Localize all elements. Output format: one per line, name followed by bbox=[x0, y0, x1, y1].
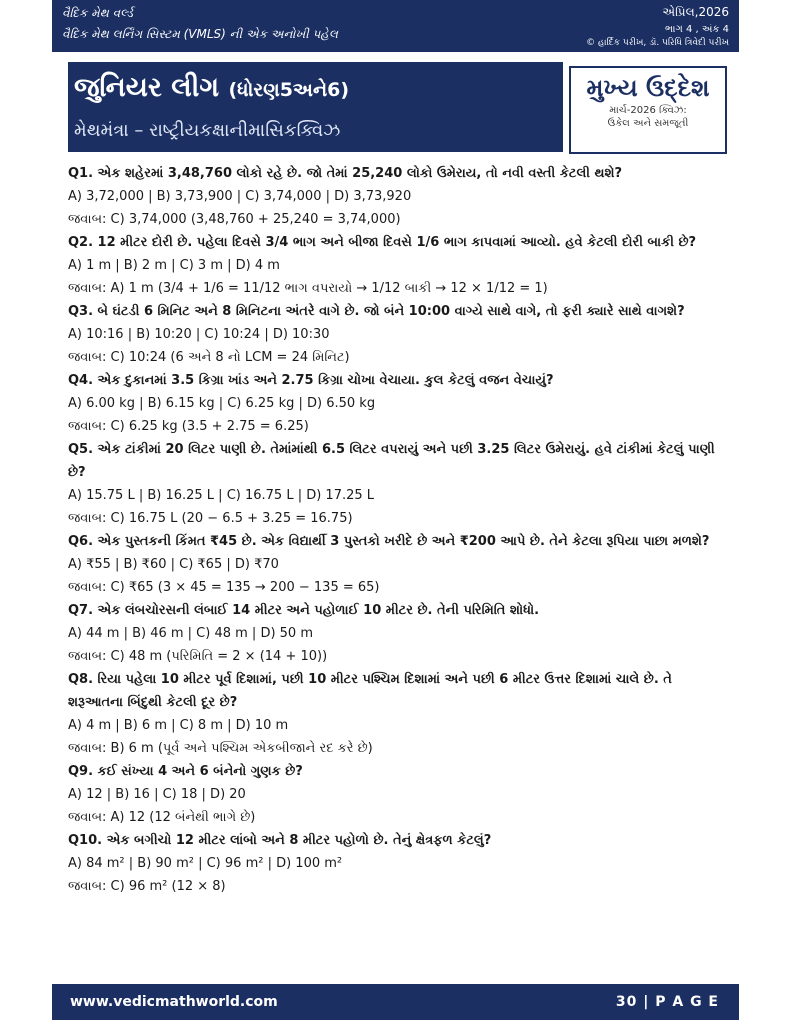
section-subtitle: મેથમંત્રા – રાષ્ટ્રીયકક્ષાનીમાસિકક્વિઝ bbox=[74, 120, 341, 141]
question-block bbox=[68, 530, 728, 599]
question-answer: જવાબ: B) 6 m (પૂર્વ અને પશ્ચિમ એકબીજાને રદ કરે છે) bbox=[68, 741, 373, 756]
objective-line2: ઉકેલ અને સમજૂતી bbox=[607, 118, 689, 129]
question-answer: જવાબ: C) 48 m (પરિમિતિ = 2 × (14 + 10)) bbox=[68, 649, 328, 664]
brand-tagline: વૈદિક મેથ લર્નિંગ સિસ્ટમ (VMLS) ની એક અનોખી પહેલ bbox=[62, 27, 338, 41]
question-block bbox=[68, 599, 728, 668]
question-text: Q9. કઈ સંખ્યા 4 અને 6 બંનેનો ગુણક છે? bbox=[68, 764, 303, 779]
question-text: Q4. એક દુકાનમાં 3.5 કિગ્રા ખાંડ અને 2.75 કિગ્રા ચોખા વેચાયા. કુલ કેટલું વજન વેચાયું? bbox=[68, 373, 554, 388]
section-title-main: જુનિયર લીગ bbox=[74, 72, 220, 103]
objective-line1: માર્ચ-2026 ક્વિઝ: bbox=[609, 105, 687, 116]
question-options: A) 15.75 L | B) 16.25 L | C) 16.75 L | D) 17.25 L bbox=[68, 488, 375, 503]
section-banner bbox=[68, 62, 563, 152]
question-block bbox=[68, 829, 728, 898]
question-text: Q10. એક બગીચો 12 મીટર લાંબો અને 8 મીટર પહોળો છે. તેનું ક્ષેત્રફળ કેટલું? bbox=[68, 833, 492, 848]
question-options: A) 12 | B) 16 | C) 18 | D) 20 bbox=[68, 787, 246, 802]
question-text: Q6. એક પુસ્તકની કિંમત ₹45 છે. એક વિદ્યાર્થી 3 પુસ્તકો ખરીદે છે અને ₹200 આપે છે. તેને કેટલા રૂપિયા પાછા મળશે? bbox=[68, 534, 710, 549]
question-options: A) 84 m² | B) 90 m² | C) 96 m² | D) 100 m² bbox=[68, 856, 343, 871]
quiz-content bbox=[68, 162, 728, 898]
question-block bbox=[68, 760, 728, 829]
question-block bbox=[68, 369, 728, 438]
question-options: A) 3,72,000 | B) 3,73,900 | C) 3,74,000 | D) 3,73,920 bbox=[68, 189, 412, 204]
section-title bbox=[74, 72, 349, 104]
question-answer: જવાબ: C) 10:24 (6 અને 8 નો LCM = 24 મિનિટ) bbox=[68, 350, 350, 365]
copyright: © હાર્દિક પરીખ, ડૉ. પરિધિ ત્રિવેદી પરીખ bbox=[586, 38, 729, 48]
question-options: A) 10:16 | B) 10:20 | C) 10:24 | D) 10:30 bbox=[68, 327, 330, 342]
question-block bbox=[68, 438, 728, 530]
question-block bbox=[68, 231, 728, 300]
header-bar bbox=[52, 0, 739, 52]
question-text: Q5. એક ટાંકીમાં 20 લિટર પાણી છે. તેમાંમાંથી 6.5 લિટર વપરાયું અને પછી 3.25 લિટર ઉમેરાયું. હવે ટાંકીમાં કેટલું પાણી છે? bbox=[68, 442, 715, 480]
question-answer: જવાબ: A) 1 m (3/4 + 1/6 = 11/12 ભાગ વપરાયો → 1/12 બાકી → 12 × 1/12 = 1) bbox=[68, 281, 548, 296]
question-text: Q8. રિયા પહેલા 10 મીટર પૂર્વ દિશામાં, પછી 10 મીટર પશ્ચિમ દિશામાં અને પછી 6 મીટર ઉત્તર દિશામાં ચાલે છે. તે શરૂઆતના બિંદુથી કેટલી દૂર છે? bbox=[68, 672, 672, 710]
question-text: Q2. 12 મીટર દોરી છે. પહેલા દિવસે 3/4 ભાગ અને બીજા દિવસે 1/6 ભાગ કાપવામાં આવ્યો. હવે કેટલી દોરી બાકી છે? bbox=[68, 235, 697, 250]
question-options: A) 1 m | B) 2 m | C) 3 m | D) 4 m bbox=[68, 258, 280, 273]
website-link[interactable]: www.vedicmathworld.com bbox=[70, 994, 278, 1010]
objective-box bbox=[569, 66, 727, 154]
question-options: A) 6.00 kg | B) 6.15 kg | C) 6.25 kg | D) 6.50 kg bbox=[68, 396, 376, 411]
page-number: 30 | P A G E bbox=[615, 994, 719, 1010]
question-options: A) ₹55 | B) ₹60 | C) ₹65 | D) ₹70 bbox=[68, 557, 279, 572]
question-answer: જવાબ: C) 6.25 kg (3.5 + 2.75 = 6.25) bbox=[68, 419, 309, 434]
footer-bar bbox=[52, 984, 739, 1020]
question-answer: જવાબ: C) ₹65 (3 × 45 = 135 → 200 − 135 = 65) bbox=[68, 580, 380, 595]
brand-name: વૈદિક મેથ વર્લ્ડ bbox=[62, 6, 133, 20]
issue-volume: ભાગ 4 , અંક 4 bbox=[665, 24, 729, 35]
section-title-grade: (ધોરણ5અને6) bbox=[228, 79, 350, 101]
question-block bbox=[68, 668, 728, 760]
issue-date: એપ્રિલ,2026 bbox=[662, 5, 729, 19]
question-text: Q7. એક લંબચોરસની લંબાઈ 14 મીટર અને પહોળાઈ 10 મીટર છે. તેની પરિમિતિ શોધો. bbox=[68, 603, 540, 618]
question-answer: જવાબ: C) 3,74,000 (3,48,760 + 25,240 = 3,74,000) bbox=[68, 212, 401, 227]
question-options: A) 4 m | B) 6 m | C) 8 m | D) 10 m bbox=[68, 718, 289, 733]
question-text: Q1. એક શહેરમાં 3,48,760 લોકો રહે છે. જો તેમાં 25,240 લોકો ઉમેરાય, તો નવી વસ્તી કેટલી થશે? bbox=[68, 166, 623, 181]
question-block bbox=[68, 300, 728, 369]
question-block bbox=[68, 162, 728, 231]
question-answer: જવાબ: C) 96 m² (12 × 8) bbox=[68, 879, 226, 894]
question-answer: જવાબ: C) 16.75 L (20 − 6.5 + 3.25 = 16.75) bbox=[68, 511, 353, 526]
question-text: Q3. બે ઘંટડી 6 મિનિટ અને 8 મિનિટના અંતરે વાગે છે. જો બંને 10:00 વાગ્યે સાથે વાગે, તો ફરી ક્યારે સાથે વાગશે? bbox=[68, 304, 685, 319]
question-options: A) 44 m | B) 46 m | C) 48 m | D) 50 m bbox=[68, 626, 314, 641]
question-answer: જવાબ: A) 12 (12 બંનેથી ભાગે છે) bbox=[68, 810, 256, 825]
objective-title: મુખ્ય ઉદ્દેશ bbox=[586, 74, 710, 102]
